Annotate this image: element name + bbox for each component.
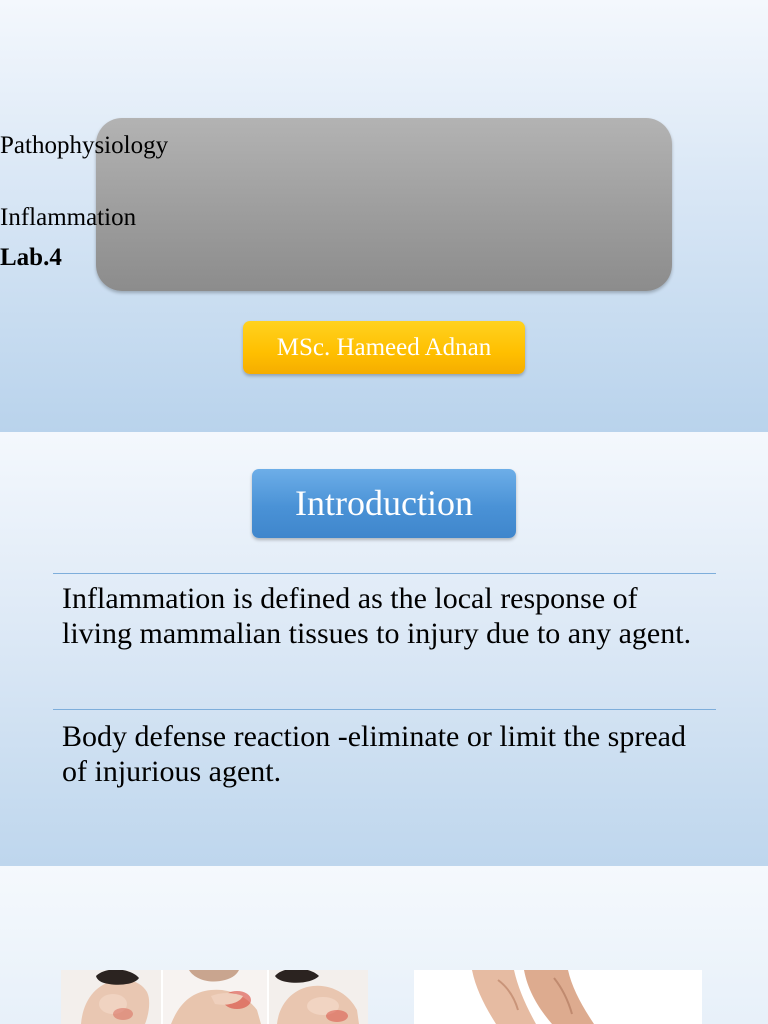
introduction-heading: Introduction (252, 469, 516, 538)
images-slide (0, 866, 768, 1024)
neck-pain-photo (61, 970, 368, 1024)
subject-title: Pathophysiology (0, 132, 169, 159)
neck-pain-illustration (61, 970, 368, 1024)
author-badge: MSc. Hameed Adnan (243, 321, 525, 374)
divider (53, 709, 716, 710)
divider (53, 573, 716, 574)
lab-number: Lab.4 (0, 244, 62, 271)
paragraph-definition: Inflammation is defined as the local response of living mammalian tissues to injury due to any agent. (62, 582, 692, 650)
leg-photo (414, 970, 702, 1024)
introduction-slide (0, 432, 768, 866)
leg-illustration (414, 970, 702, 1024)
topic-title: Inflammation (0, 204, 137, 231)
title-slide (0, 0, 768, 432)
paragraph-defense: Body defense reaction -eliminate or limit the spread of injurious agent. (62, 720, 686, 788)
